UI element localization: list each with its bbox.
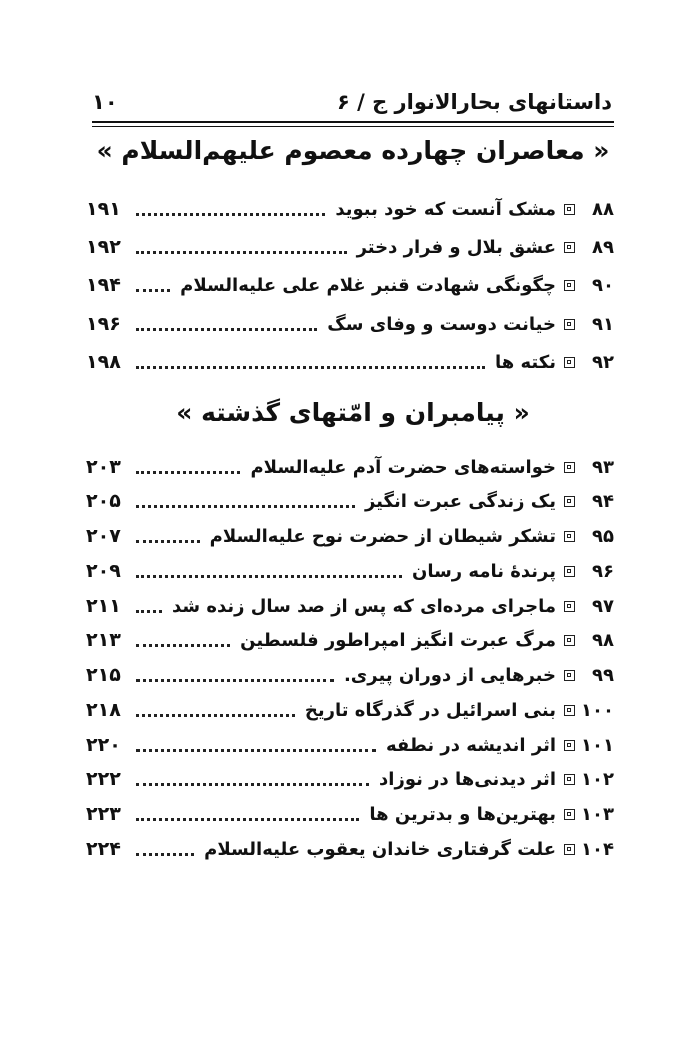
entry-title: یک زندگی عبرت انگیز (364, 490, 556, 512)
dot-leader (136, 540, 200, 543)
entry-page: ۲۰۳ (86, 456, 121, 478)
entry-page: ۱۹۶ (86, 313, 121, 335)
book-title: داستانهای بحارالانوار ج / ۶ (336, 90, 612, 114)
toc-entry[interactable] (86, 730, 614, 760)
entry-title: خواسته‌های حضرت آدم علیه‌السلام (250, 456, 556, 478)
entry-number: ۹۸ (592, 629, 614, 651)
entry-title: اثر اندیشه در نطفه (385, 734, 556, 756)
entry-page: ۲۱۸ (86, 699, 121, 721)
book-bullet-icon (564, 242, 575, 253)
entry-title: اثر دیدنی‌ها در نوزاد (379, 768, 556, 790)
book-bullet-icon (564, 462, 575, 473)
entry-title: خبرهایی از دوران پیری. (343, 664, 556, 686)
entry-title: عشق بلال و فرار دختر (356, 236, 556, 258)
toc-entry[interactable] (86, 660, 614, 690)
entry-number: ۱۰۰ (581, 699, 614, 721)
dot-leader (136, 471, 240, 474)
entry-page: ۱۹۴ (86, 274, 121, 296)
dot-leader (136, 853, 194, 856)
entry-title: چگونگی شهادت قنبر غلام علی علیه‌السلام (180, 274, 556, 296)
book-bullet-icon (564, 844, 575, 855)
entry-page: ۲۲۲ (86, 768, 121, 790)
book-bullet-icon (564, 774, 575, 785)
entry-number: ۹۶ (592, 560, 614, 582)
dot-leader (136, 818, 359, 821)
section-title-contemporaries: « معاصران چهارده معصوم علیهم‌السلام » (96, 136, 610, 165)
toc-entry[interactable] (86, 591, 614, 621)
dot-leader (136, 505, 355, 508)
entry-number: ۹۰ (592, 274, 614, 296)
toc-entry[interactable] (86, 799, 614, 829)
page-number: ۱۰ (92, 90, 118, 114)
toc-entry[interactable] (86, 452, 614, 482)
entry-number: ۹۲ (592, 351, 614, 373)
book-bullet-icon (564, 635, 575, 646)
entry-title: پرندهٔ نامه رسان (411, 560, 556, 582)
entry-title: خیانت دوست و وفای سگ (327, 313, 556, 335)
dot-leader (136, 610, 162, 613)
entry-page: ۲۱۵ (86, 664, 121, 686)
header-rule-thin (92, 126, 614, 127)
book-bullet-icon (564, 531, 575, 542)
book-bullet-icon (564, 809, 575, 820)
book-bullet-icon (564, 705, 575, 716)
toc-entry[interactable] (86, 347, 614, 377)
dot-leader (136, 289, 170, 292)
entry-page: ۲۲۳ (86, 803, 121, 825)
toc-entry[interactable] (86, 834, 614, 864)
entry-title: ماجرای مرده‌ای که پس از صد سال زنده شد (172, 595, 556, 617)
entry-title: مشک آنست که خود ببوید (335, 198, 556, 220)
entry-page: ۱۹۲ (86, 236, 121, 258)
dot-leader (136, 251, 347, 254)
book-bullet-icon (564, 566, 575, 577)
book-bullet-icon (564, 204, 575, 215)
dot-leader (136, 783, 369, 786)
toc-entry[interactable] (86, 764, 614, 794)
book-bullet-icon (564, 357, 575, 368)
dot-leader (136, 213, 325, 216)
entry-number: ۹۴ (592, 490, 614, 512)
entry-page: ۲۱۳ (86, 629, 121, 651)
entry-number: ۱۰۴ (581, 838, 614, 860)
entry-number: ۹۳ (592, 456, 614, 478)
entry-title: نکته ها (495, 351, 556, 373)
entry-number: ۹۷ (592, 595, 614, 617)
entry-title: مرگ عبرت انگیز امپراطور فلسطین (240, 629, 556, 651)
dot-leader (136, 714, 295, 717)
entry-page: ۱۹۱ (86, 198, 121, 220)
running-header (92, 84, 612, 120)
dot-leader (136, 575, 402, 578)
header-rule (92, 121, 614, 123)
toc-entry[interactable] (86, 625, 614, 655)
entry-title: بهترین‌ها و بدترین ها (369, 803, 556, 825)
book-bullet-icon (564, 740, 575, 751)
toc-entry[interactable] (86, 486, 614, 516)
book-bullet-icon (564, 319, 575, 330)
entry-page: ۲۰۵ (86, 490, 121, 512)
dot-leader (136, 328, 317, 331)
toc-entry[interactable] (86, 232, 614, 262)
book-bullet-icon (564, 670, 575, 681)
toc-entry[interactable] (86, 521, 614, 551)
book-bullet-icon (564, 496, 575, 507)
toc-entry[interactable] (86, 270, 614, 300)
toc-entry[interactable] (86, 695, 614, 725)
dot-leader (136, 679, 334, 682)
entry-number: ۹۵ (592, 525, 614, 547)
entry-title: بنی اسرائیل در گذرگاه تاریخ (304, 699, 556, 721)
entry-page: ۲۰۹ (86, 560, 121, 582)
entry-number: ۹۹ (592, 664, 614, 686)
entry-number: ۱۰۱ (581, 734, 614, 756)
entry-number: ۹۱ (592, 313, 614, 335)
entry-title: تشکر شیطان از حضرت نوح علیه‌السلام (209, 525, 556, 547)
entry-number: ۸۹ (592, 236, 614, 258)
entry-page: ۲۱۱ (86, 595, 121, 617)
dot-leader (136, 366, 485, 369)
entry-number: ۱۰۲ (581, 768, 614, 790)
entry-number: ۸۸ (592, 198, 614, 220)
dot-leader (136, 749, 376, 752)
dot-leader (136, 644, 230, 647)
toc-entry[interactable] (86, 556, 614, 586)
entry-number: ۱۰۳ (581, 803, 614, 825)
entry-page: ۱۹۸ (86, 351, 121, 373)
toc-entry[interactable] (86, 309, 614, 339)
entry-title: علت گرفتاری خاندان یعقوب علیه‌السلام (204, 838, 556, 860)
toc-entry[interactable] (86, 194, 614, 224)
section-title-prophets: « پیامبران و امّتهای گذشته » (176, 398, 530, 427)
book-bullet-icon (564, 280, 575, 291)
book-bullet-icon (564, 601, 575, 612)
entry-page: ۲۲۴ (86, 838, 121, 860)
entry-page: ۲۲۰ (86, 734, 121, 756)
entry-page: ۲۰۷ (86, 525, 121, 547)
